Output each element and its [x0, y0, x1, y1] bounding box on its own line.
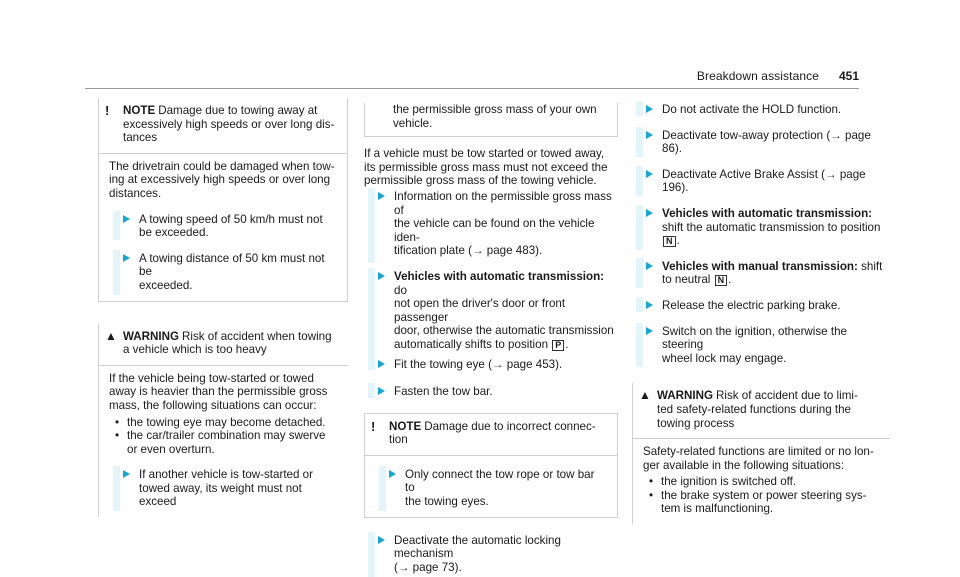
bullet-line: the car/trailer combination may swerve	[127, 429, 326, 443]
step-line: Fasten the tow bar.	[394, 385, 493, 399]
divider	[99, 153, 347, 154]
warning-title-line: a vehicle which is too heavy	[123, 343, 267, 357]
step-line: Deactivate the automatic locking mechanism	[394, 533, 561, 561]
step-arrow-icon	[123, 470, 130, 478]
body-line: If the vehicle being tow-started or towed	[109, 371, 314, 385]
step-arrow-icon	[378, 192, 385, 200]
body-line: ing at excessively high speeds or over long	[109, 173, 331, 187]
step-line: A towing speed of 50 km/h must not	[139, 212, 323, 226]
bullet-item	[647, 475, 880, 489]
step-line: Information on the permissible gross mass of	[394, 189, 612, 217]
note-title	[123, 104, 337, 145]
gear-position-p-icon: P	[552, 340, 564, 351]
intro-paragraph	[364, 147, 618, 188]
note-box	[98, 98, 348, 302]
step-item	[375, 468, 607, 509]
note-title-line: Damage due to towing away at	[158, 104, 318, 117]
step-line: Switch on the ignition, otherwise the steering	[662, 324, 847, 352]
warning-title	[657, 389, 880, 430]
step-item	[632, 325, 890, 366]
step-item	[364, 190, 618, 258]
bullet-line: or even overturn.	[127, 442, 215, 456]
divider	[365, 455, 617, 456]
warning-triangle-icon: ▲	[105, 328, 117, 343]
step-line: exceeded.	[139, 278, 193, 292]
step-arrow-icon	[123, 215, 130, 223]
bullet-line: tem is malfunctioning.	[661, 502, 774, 516]
note-title-line: Damage due to incorrect connec-	[424, 419, 596, 433]
gear-position-n-icon: N	[663, 236, 676, 247]
body-line: distances.	[109, 186, 162, 200]
step-line: Deactivate Active Brake Assist (→ page 196).	[662, 167, 866, 195]
step-line: Do not activate the HOLD function.	[662, 103, 842, 116]
warning-keyword: WARNING	[123, 329, 180, 343]
step-item	[364, 358, 618, 372]
step-item	[632, 103, 890, 117]
step-line: tification plate (→ page 483).	[394, 244, 543, 258]
step-item	[364, 534, 618, 575]
step-item	[109, 252, 337, 293]
bullet-list	[647, 475, 880, 516]
warning-box	[632, 383, 890, 524]
step-line: wheel lock may engage.	[662, 351, 787, 365]
warning-triangle-icon: ▲	[639, 388, 651, 403]
step-arrow-icon	[646, 131, 653, 139]
body-line: permissible gross mass of the towing vehicle.	[364, 174, 597, 188]
step-line: towed away, its weight must not exceed	[139, 481, 302, 509]
warning-title	[123, 330, 338, 357]
warning-continuation	[364, 103, 618, 137]
divider	[99, 365, 348, 366]
bullet-line: the brake system or power steering sys-	[661, 488, 867, 502]
step-line: door, otherwise the automatic transmission	[394, 324, 614, 338]
page-header	[85, 70, 859, 89]
note-exclamation-icon: !	[105, 103, 110, 118]
page-number: 451	[838, 69, 859, 83]
step-arrow-icon	[646, 301, 653, 309]
step-item	[632, 299, 890, 313]
note-title-line: tances	[123, 131, 158, 145]
step-arrow-icon	[646, 209, 653, 217]
step-line: the vehicle can be found on the vehicle iden-	[394, 217, 595, 244]
column-2	[364, 103, 618, 574]
step-heading: Vehicles with manual transmission:	[662, 259, 858, 273]
step-arrow-icon	[646, 262, 653, 270]
bullet-item	[113, 429, 338, 456]
step-line: be exceeded.	[139, 226, 209, 240]
step-line: do	[394, 283, 407, 297]
step-item	[632, 129, 890, 156]
section-title: Breakdown assistance	[696, 69, 819, 83]
note-box	[364, 413, 618, 518]
step-heading: Vehicles with automatic transmission:	[662, 206, 873, 220]
warning-box	[98, 324, 348, 518]
warning-body	[109, 372, 338, 413]
body-line: its permissible gross mass must not exceed the	[364, 160, 608, 174]
step-item: Vehicles with automatic transmission: do not open the driver's door or front passenger door, otherwise the automatic transmission automatically shifts to position P .	[364, 270, 618, 352]
step-line: shift the automatic transmission to position	[662, 220, 881, 234]
body-line: ger available in the following situations:	[643, 458, 845, 472]
step-line: Deactivate tow-away protection (→ page 86).	[662, 128, 871, 156]
step-line: (→ page 73).	[394, 560, 462, 574]
step-line: to neutral	[662, 273, 711, 287]
step-line: Fit the towing eye (→ page 453).	[394, 357, 563, 371]
step-item	[109, 468, 338, 509]
step-arrow-icon	[378, 536, 385, 544]
step-arrow-icon	[646, 105, 653, 113]
step-line: automatically shifts to position	[394, 337, 549, 351]
step-line: shift	[857, 259, 883, 273]
step-arrow-icon	[646, 327, 653, 335]
step-line: Only connect the tow rope or tow bar to	[405, 467, 595, 495]
bullet-item	[113, 416, 338, 430]
warning-keyword: WARNING	[657, 389, 714, 403]
gear-position-n-icon: N	[715, 275, 728, 286]
step-item	[109, 213, 337, 240]
step-line: the towing eyes.	[405, 495, 489, 509]
step-arrow-icon	[378, 387, 385, 395]
note-body	[109, 160, 337, 201]
step-arrow-icon	[123, 254, 130, 262]
body-line: mass, the following situations can occur:	[109, 398, 317, 412]
step-line: not open the driver's door or front passenger	[394, 297, 566, 324]
body-line: If a vehicle must be tow started or towed away,	[364, 147, 605, 161]
column-3	[632, 103, 890, 524]
body-line: vehicle.	[393, 116, 433, 130]
step-arrow-icon	[646, 170, 653, 178]
step-heading: Vehicles with automatic transmission:	[394, 269, 605, 283]
warning-body	[643, 445, 880, 472]
warning-title-line: Risk of accident when towing	[182, 329, 332, 343]
note-title-line: excessively high speeds or over long dis-	[123, 117, 335, 131]
note-title-line: tion	[389, 433, 408, 447]
step-arrow-icon	[378, 360, 385, 368]
body-line: Safety-related functions are limited or no lon-	[643, 445, 874, 459]
bullet-list	[113, 416, 338, 457]
body-line: the permissible gross mass of your own	[393, 103, 597, 116]
warning-title-line: Risk of accident due to limi-	[716, 389, 858, 403]
column-1	[98, 98, 348, 517]
note-title	[389, 420, 607, 447]
warning-title-line: ted safety-related functions during the	[657, 402, 851, 416]
bullet-line: the towing eye may become detached.	[127, 415, 326, 429]
body-line: away is heavier than the permissible gross	[109, 385, 328, 399]
warning-title-line: towing process	[657, 416, 735, 430]
step-line: A towing distance of 50 km must not be	[139, 251, 325, 279]
step-arrow-icon	[389, 470, 396, 478]
step-line: If another vehicle is tow-started or	[139, 468, 313, 482]
bullet-item	[647, 489, 880, 516]
step-line: Release the electric parking brake.	[662, 298, 841, 312]
step-item	[632, 168, 890, 195]
step-item	[364, 385, 618, 399]
bullet-line: the ignition is switched off.	[661, 475, 797, 489]
body-line: The drivetrain could be damaged when tow-	[109, 159, 335, 173]
divider	[633, 438, 890, 439]
note-keyword: NOTE	[123, 104, 156, 117]
step-arrow-icon	[378, 272, 385, 280]
step-item: Vehicles with automatic transmission: shift the automatic transmission to position N .	[632, 207, 890, 248]
step-item: Vehicles with manual transmission: shift to neutral N .	[632, 260, 890, 287]
note-exclamation-icon: !	[371, 418, 376, 434]
note-keyword: NOTE	[389, 419, 422, 433]
